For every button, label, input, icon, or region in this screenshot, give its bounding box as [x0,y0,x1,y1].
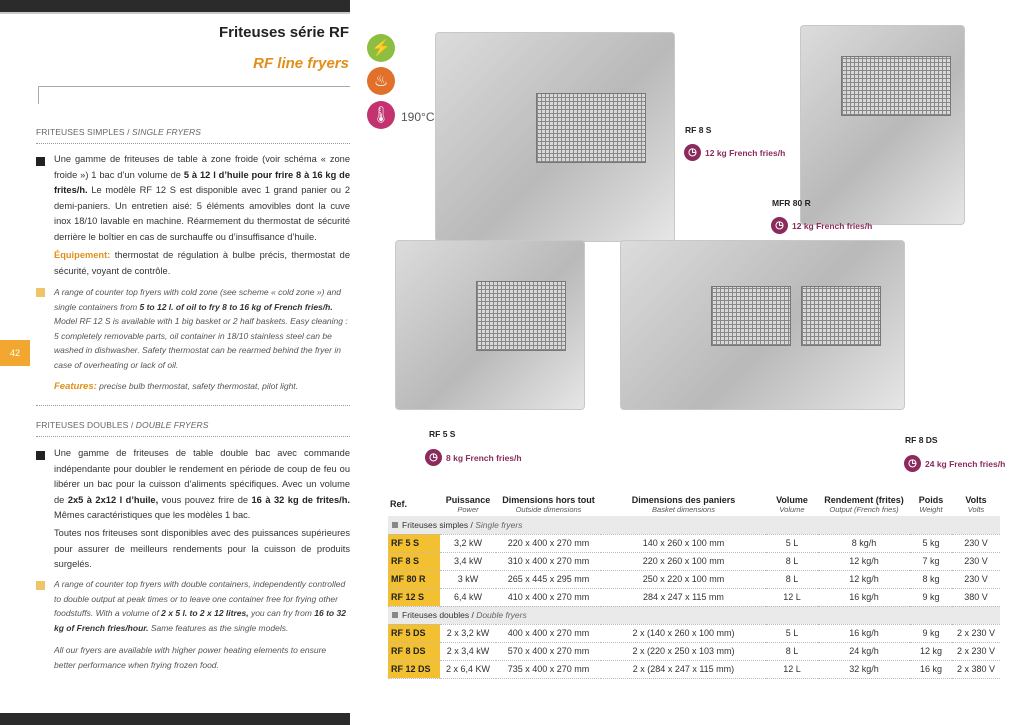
ref-cell: RF 5 DS [388,624,440,642]
table-cell: 5 kg [910,534,952,552]
section-divider [36,405,350,406]
header-fr: Rendement (frites) [824,494,904,505]
table-header [952,492,1000,516]
ref-cell: RF 8 DS [388,642,440,660]
text-run-bold: 16 to 32 kg of French fries/hour. [54,608,346,633]
group-label-en: Single fryers [475,519,523,530]
table-cell: 8 L [766,570,818,588]
square-icon [392,612,398,618]
clock-icon: ◷ [771,217,788,234]
table-cell: 12 kg/h [818,552,910,570]
table-cell: 5 L [766,534,818,552]
text-run-bold: 2x5 à 2x12 l d’huile, [67,494,159,505]
table-cell: 6,4 kW [440,588,496,606]
text-run: Une gamme de friteuses de table à zone froide (voir schéma « zone froide ») 1 bac d’un volume de [54,154,350,180]
clock-icon: ◷ [904,455,921,472]
double-description-en [54,577,350,635]
table-cell: 2 x 3,2 kW [440,624,496,642]
capacity-rf8ds [904,455,1005,472]
table-cell: 16 kg/h [818,588,910,606]
product-photo-rf5s [395,240,585,410]
text-run: thermostat de régulation à bulbe précis, thermostat de sécurité, voyant de contrôle. [54,250,350,276]
single-equipment-fr [54,248,350,279]
header-fr: Dimensions hors tout [502,494,595,505]
header-fr: Ref. [390,499,408,509]
thermometer-icon: 🌡 [367,101,395,129]
group-label-fr: Friteuses simples [402,519,469,530]
table-header [388,492,440,516]
top-bar-accent [0,12,350,14]
table-cell: 2 x 6,4 KW [440,660,496,678]
table-cell: 8 kg/h [818,534,910,552]
table-header [440,492,496,516]
table-cell: 3,2 kW [440,534,496,552]
table-group-row [388,606,1000,624]
table-cell: 570 x 400 x 270 mm [496,642,601,660]
fry-basket [841,56,951,116]
text-run: Same features as the single models. [148,622,289,633]
table-cell: 12 kg/h [818,570,910,588]
text-run-bold: 5 to 12 l. of oil to fry 8 to 16 kg of French fries/h. [139,301,333,312]
text-run: Mêmes caractéristiques que les modèles 1 bac. [54,510,251,520]
text-run: precise bulb thermostat, safety thermostat, pilot light. [96,381,299,391]
table-cell: 9 kg [910,588,952,606]
table-cell: 140 x 260 x 100 mm [601,534,766,552]
section-title-sep: / [124,127,132,137]
header-fr: Dimensions des paniers [631,494,736,505]
header-fr: Poids [918,494,944,505]
table-group-row [388,516,1000,534]
table-row [388,570,1000,588]
table-cell: 16 kg/h [818,624,910,642]
table-cell: 735 x 400 x 270 mm [496,660,601,678]
ref-cell: RF 12 S [388,588,440,606]
table-cell: 7 kg [910,552,952,570]
section-title-double [36,420,209,430]
table-cell: 230 V [952,552,1000,570]
header-en: Basket dimensions [652,504,715,514]
table-cell: 2 x 230 V [952,624,1000,642]
header-en: Volume [779,504,805,514]
spec-table [388,492,1000,679]
table-cell: 32 kg/h [818,660,910,678]
table-cell: 24 kg/h [818,642,910,660]
header-fr: Volts [965,494,987,505]
fry-basket [476,281,566,351]
group-label-sep: / [468,519,476,530]
table-cell: 250 x 220 x 100 mm [601,570,766,588]
page-number-tab: 42 [0,340,30,366]
bullet-icon [36,451,45,460]
table-cell: 8 L [766,552,818,570]
temperature-label: 190°C [401,110,435,124]
single-description-en [54,285,350,373]
header-fr: Puissance [445,494,491,505]
text-run: Model RF 12 S is available with 1 big basket or 2 half baskets. Easy cleaning : 5 completely removable parts, oil container in 18/10 stainless steel can be washed in dishwasher. Safety thermostat can be rearmed behind the fryer in case of overheating or lack of oil. [54,316,348,370]
section-title-fr: FRITEUSES SIMPLES [36,127,125,137]
lightning-icon: ⚡ [367,34,395,62]
table-row [388,552,1000,570]
model-label-rf5s: RF 5 S [429,429,456,439]
features-label: Features: [54,381,97,392]
table-cell: 2 x 380 V [952,660,1000,678]
table-cell: 230 V [952,570,1000,588]
bullet-icon [36,157,45,166]
single-description-fr [54,152,350,245]
header-en: Volts [967,504,985,514]
header-en: Output (French fries) [829,504,899,514]
section-divider [36,143,350,144]
text-run: A range of counter top fryers with cold zone (see scheme « cold zone ») and single containers from [54,287,341,312]
table-cell: 3 kW [440,570,496,588]
table-cell: 12 L [766,588,818,606]
table-cell: 3,4 kW [440,552,496,570]
table-cell: 265 x 445 x 295 mm [496,570,601,588]
top-bar [0,0,350,12]
table-cell: 230 V [952,534,1000,552]
capacity-text: 12 kg French fries/h [792,220,873,231]
bottom-bar [0,713,350,725]
double-note-en: All our fryers are available with higher power heating elements to ensure better performance when frying frozen food. [54,645,327,670]
group-label-fr: Friteuses doubles [402,610,470,620]
table-cell: 16 kg [910,660,952,678]
page-subtitle: RF line fryers [253,55,349,72]
ref-cell: RF 5 S [388,534,440,552]
header-fr: Volume [776,494,808,505]
text-run: Une gamme de friteuses de table double bac avec commande indépendante pour doubler le rendement en période de coup de feu ou libérer un bac pour la cuisson d’aliments spécifiques. Avec un volume de [54,448,350,505]
product-photo-rf8s [435,32,675,242]
table-row [388,624,1000,642]
ref-cell: MF 80 R [388,570,440,588]
fry-basket [801,286,881,346]
table-cell: 12 kg [910,642,952,660]
double-description-fr [54,446,350,524]
section-title-en: SINGLE FRYERS [132,127,202,137]
group-cell [388,606,1000,624]
heat-icon: ♨ [367,67,395,95]
double-note-fr: Toutes nos friteuses sont disponibles avec des puissances supérieures pour assurer de meilleurs rendements pour la cuisson de produits surgelés. [54,528,350,569]
square-icon [392,522,398,528]
section-title-en: DOUBLE FRYERS [135,420,209,430]
table-cell: 2 x 3,4 kW [440,642,496,660]
table-cell: 2 x (140 x 260 x 100 mm) [601,624,766,642]
text-run: Le modèle RF 12 S est disponible avec 1 grand panier ou 2 demi-paniers. Un entretien aisé: 5 éléments amovibles dont la cuve inox 18/10 lavable en machine. Réarmement du thermostat de sécurité derrière le boîtier en cas de surchauffe ou d’insuffisance d’huile. [54,185,350,242]
capacity-rf8s [684,144,785,161]
group-label-sep: / [469,610,477,620]
equipment-label: Équipement: [54,250,111,260]
model-label-rf8s: RF 8 S [685,125,712,135]
text-run: A range of counter top fryers with double containers, independently controlled to double output at peak times or to leave one container free for frying other foodstuffs. With a volume of [54,579,346,619]
text-run: you can fry from [248,608,315,619]
header-en: Outside dimensions [515,504,582,514]
model-label-rf8ds: RF 8 DS [905,435,938,445]
table-header [496,492,601,516]
bullet-icon [36,581,45,590]
title-bracket [38,86,350,104]
table-cell: 220 x 400 x 270 mm [496,534,601,552]
section-title-single [36,127,201,137]
section-title-fr: FRITEUSES DOUBLES [36,420,129,430]
table-row [388,642,1000,660]
header-en: Weight [919,504,943,514]
table-row [388,660,1000,678]
table-cell: 2 x 230 V [952,642,1000,660]
capacity-mfr80r [771,217,872,234]
capacity-text: 12 kg French fries/h [705,147,786,158]
table-header [601,492,766,516]
ref-cell: RF 8 S [388,552,440,570]
fry-basket [536,93,646,163]
table-cell: 12 L [766,660,818,678]
table-cell: 220 x 260 x 100 mm [601,552,766,570]
table-cell: 410 x 400 x 270 mm [496,588,601,606]
table-cell: 310 x 400 x 270 mm [496,552,601,570]
table-header [766,492,818,516]
table-cell: 400 x 400 x 270 mm [496,624,601,642]
table-cell: 5 L [766,624,818,642]
text-run: vous pouvez frire de [158,494,252,505]
table-row [388,534,1000,552]
table-cell: 284 x 247 x 115 mm [601,588,766,606]
group-label-en: Double fryers [476,610,527,620]
group-cell [388,516,1000,534]
page-title: Friteuses série RF [218,24,349,41]
header-en: Power [457,504,479,514]
table-cell: 9 kg [910,624,952,642]
fry-basket [711,286,791,346]
table-cell: 8 L [766,642,818,660]
text-run-bold: 5 à 12 l d’huile pour frire 8 à 16 kg de frites/h. [54,169,350,195]
text-run-bold: 2 x 5 l. to 2 x 12 litres, [161,608,249,619]
table-cell: 8 kg [910,570,952,588]
table-cell: 380 V [952,588,1000,606]
capacity-text: 24 kg French fries/h [925,458,1006,469]
ref-cell: RF 12 DS [388,660,440,678]
capacity-rf5s [425,449,522,466]
table-cell: 2 x (220 x 250 x 103 mm) [601,642,766,660]
single-features-en [54,379,350,395]
clock-icon: ◷ [684,144,701,161]
model-label-mfr80r: MFR 80 R [772,198,811,208]
capacity-text: 8 kg French fries/h [446,452,522,463]
table-header [818,492,910,516]
table-cell: 2 x (284 x 247 x 115 mm) [601,660,766,678]
product-photo-mfr80r [800,25,965,225]
text-run-bold: 16 à 32 kg de frites/h. [251,494,350,505]
clock-icon: ◷ [425,449,442,466]
table-row [388,588,1000,606]
section-title-sep: / [128,420,136,430]
section-divider [36,436,350,437]
bullet-icon [36,288,45,297]
table-header [910,492,952,516]
product-photo-rf8ds [620,240,905,410]
